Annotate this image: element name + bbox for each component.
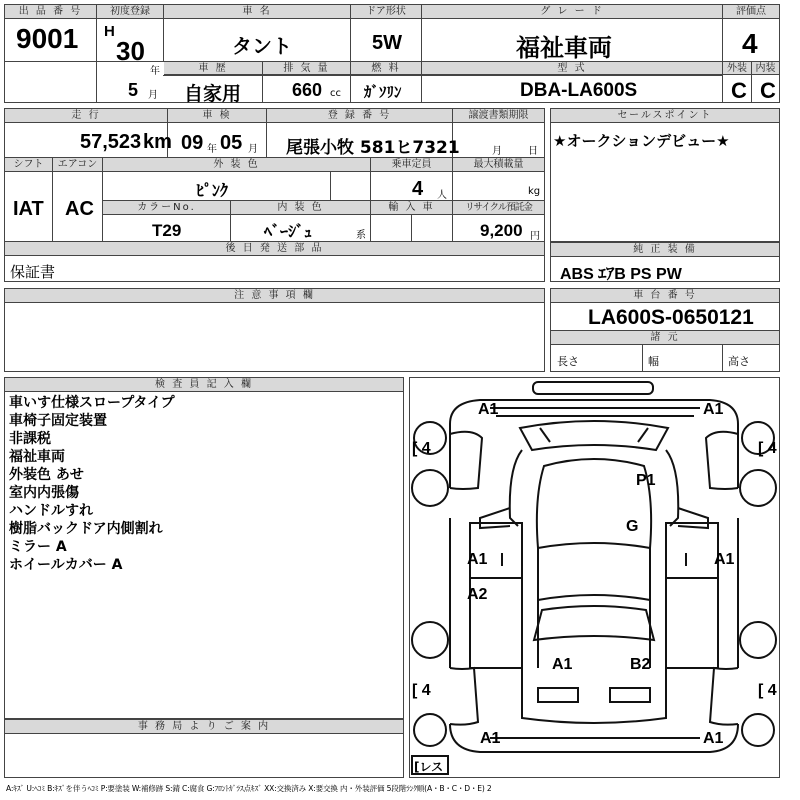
mark-rear-center: A1 bbox=[552, 656, 573, 673]
damage-diagram bbox=[409, 377, 780, 778]
car-outline-diagram bbox=[410, 378, 779, 777]
mark-front-right: A1 bbox=[703, 401, 724, 418]
door: 5W bbox=[372, 32, 402, 54]
inspector-line: ホイールカバー A bbox=[9, 557, 123, 573]
grade: 福祉車両 bbox=[516, 34, 612, 62]
ac-label: エアコン bbox=[53, 158, 102, 172]
specs-label: 諸 元 bbox=[551, 331, 779, 345]
recycle-label: リサイクル預託金 bbox=[453, 201, 544, 215]
era: H bbox=[104, 23, 115, 40]
score: 4 bbox=[742, 28, 758, 59]
sales-point-label: セールスポイント bbox=[551, 109, 779, 123]
mileage-label: 走 行 bbox=[5, 109, 167, 123]
interior-label: 内装 bbox=[752, 62, 779, 75]
inspector-line: 樹脂バックドア内側割れ bbox=[9, 521, 163, 537]
transfer-label: 譲渡書類期限 bbox=[453, 109, 544, 123]
import-label: 輸 入 車 bbox=[371, 201, 452, 215]
chassis-number: LA600S-0650121 bbox=[588, 306, 754, 329]
inspector-label: 検 査 員 記 入 欄 bbox=[5, 378, 403, 392]
sales-point-text: ★オークションデビュー★ bbox=[553, 132, 730, 150]
tire-fl: [ 4 bbox=[412, 440, 431, 457]
mileage-unit: km bbox=[143, 131, 172, 153]
insp-month-unit: 月 bbox=[248, 144, 258, 155]
history: 自家用 bbox=[184, 83, 242, 105]
mark-rear-right: A1 bbox=[703, 730, 724, 747]
color-no: T29 bbox=[152, 221, 182, 240]
door-label: ドア形状 bbox=[351, 5, 421, 19]
inspector-notes bbox=[9, 394, 175, 574]
fuel: ｶﾞｿﾘﾝ bbox=[364, 83, 402, 101]
exterior-score: C bbox=[731, 78, 747, 103]
inspector-line: ハンドルすれ bbox=[9, 503, 93, 519]
shift-label: シフト bbox=[5, 158, 52, 172]
model-label: 型 式 bbox=[422, 62, 722, 75]
int-color: ﾍﾞｰｼﾞｭ bbox=[264, 222, 313, 241]
grade-label: グ レ ー ド bbox=[422, 5, 722, 19]
transfer-month-unit: 月 bbox=[492, 146, 502, 157]
mark-p1: P1 bbox=[636, 472, 656, 489]
insp-year-unit: 年 bbox=[207, 144, 217, 155]
capacity: 4 bbox=[412, 178, 424, 200]
inspection-label: 車 検 bbox=[168, 109, 266, 123]
inspector-line: 車椅子固定装置 bbox=[9, 413, 107, 429]
color-no-label: カラーNo. bbox=[103, 201, 230, 215]
lot-no-label: 出 品 番 号 bbox=[5, 5, 96, 19]
inspector-line: 福祉車両 bbox=[9, 449, 65, 465]
height-label: 高さ bbox=[728, 355, 750, 368]
equipment-text: ABS ｴｱB PS PW bbox=[560, 266, 682, 283]
month-unit: 月 bbox=[148, 90, 158, 101]
mark-left-door: A1 bbox=[467, 551, 488, 568]
car-name-label: 車 名 bbox=[164, 5, 350, 19]
inspector-line: 室内内張傷 bbox=[9, 485, 79, 501]
width-label: 幅 bbox=[648, 355, 659, 368]
inspector-line: 外装色 あせ bbox=[9, 467, 84, 483]
int-color-unit: 系 bbox=[356, 230, 366, 241]
capacity-unit: 人 bbox=[437, 190, 447, 201]
office-label: 事 務 局 よ り ご 案 内 bbox=[5, 720, 403, 734]
inspector-line: ミラー A bbox=[9, 539, 67, 555]
later-parts-label: 後 日 発 送 部 品 bbox=[5, 242, 544, 256]
tire-rr: [ 4 bbox=[758, 682, 777, 699]
mark-right-door: A1 bbox=[714, 551, 735, 568]
tire-rl: [ 4 bbox=[412, 682, 431, 699]
color: ﾋﾟﾝｸ bbox=[196, 181, 229, 200]
exterior-label: 外装 bbox=[723, 62, 751, 75]
insp-year: 09 bbox=[181, 132, 204, 154]
mark-left-rear: A2 bbox=[467, 586, 488, 603]
car-name: タント bbox=[232, 34, 292, 58]
first-reg-label: 初度登録 bbox=[97, 5, 163, 19]
load-unit: kg bbox=[528, 186, 541, 197]
mark-rear-left: A1 bbox=[480, 730, 501, 747]
legend: A:ｷｽﾞ U:ﾍｺﾐ B:ｷｽﾞを伴うﾍｺﾐ P:要塗装 W:補修跡 S:錆 C:腐食 G:ﾌﾛﾝﾄｶﾞﾗｽ点ｷｽﾞ XX:交換済み X:要交換 内・外装評価 5段階ﾗﾝｸ順(A・B・C・D・E) 2 bbox=[6, 784, 492, 793]
chassis-label: 車 台 番 号 bbox=[551, 289, 779, 303]
equipment-label: 純 正 装 備 bbox=[551, 243, 779, 257]
history-label: 車 歴 bbox=[164, 62, 262, 75]
displacement-unit: cc bbox=[330, 88, 341, 99]
caution-label: 注 意 事 項 欄 bbox=[5, 289, 544, 303]
model: DBA-LA600S bbox=[520, 80, 638, 101]
mark-g: G bbox=[626, 518, 639, 535]
displacement: 660 bbox=[292, 80, 323, 100]
capacity-label: 乗車定員 bbox=[371, 158, 452, 172]
plate: 尾張小牧 581ヒ7321 bbox=[286, 138, 460, 158]
later-parts: 保証書 bbox=[10, 263, 56, 281]
int-color-label: 内 装 色 bbox=[231, 201, 370, 215]
recycle: 9,200 bbox=[480, 221, 523, 240]
interior-score: C bbox=[760, 78, 776, 103]
mark-rear-b2: B2 bbox=[630, 656, 651, 673]
plate-label: 登 録 番 号 bbox=[267, 109, 452, 123]
displacement-label: 排 気 量 bbox=[263, 62, 350, 75]
color-label: 外 装 色 bbox=[103, 158, 370, 172]
mileage: 57,523 bbox=[80, 131, 142, 153]
mark-front-left: A1 bbox=[478, 401, 499, 418]
fuel-label: 燃 料 bbox=[351, 62, 421, 75]
lot-no: 9001 bbox=[16, 23, 79, 54]
transfer-day-unit: 日 bbox=[528, 146, 538, 157]
score-label: 評価点 bbox=[723, 5, 779, 19]
year-unit: 年 bbox=[150, 66, 160, 77]
sales-point-block bbox=[550, 108, 780, 242]
insp-month: 05 bbox=[220, 132, 243, 154]
reg-year: 30 bbox=[116, 36, 145, 66]
tire-fr: [ 4 bbox=[758, 440, 777, 457]
length-label: 長さ bbox=[557, 355, 579, 368]
ac: AC bbox=[65, 198, 94, 220]
load-label: 最大積載量 bbox=[453, 158, 544, 172]
inspector-line: 非課税 bbox=[9, 431, 51, 447]
spare-tire-mark: [レス bbox=[414, 760, 444, 774]
inspector-line: 車いす仕様スロープタイプ bbox=[9, 395, 175, 411]
shift: IAT bbox=[13, 198, 44, 220]
recycle-unit: 円 bbox=[530, 231, 540, 242]
reg-month: 5 bbox=[128, 80, 139, 100]
